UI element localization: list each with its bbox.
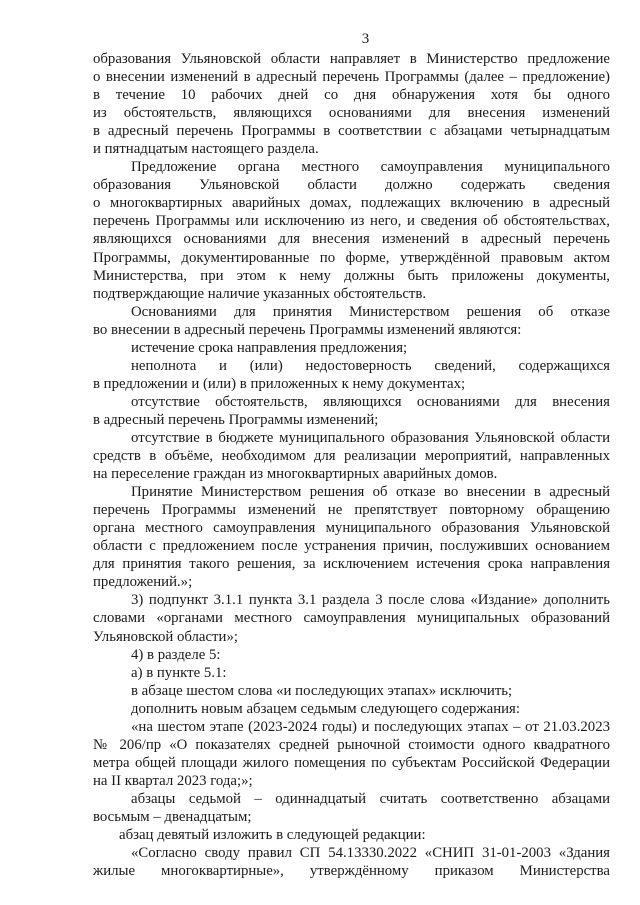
- text-line: для принятия такого решения, за исключением истечения срока направления: [93, 556, 610, 573]
- text-line: «на шестом этапе (2023-2024 годы) и последующих этапах – от 21.03.2023: [131, 718, 610, 735]
- text-line: о внесении изменений в адресный перечень Программы (далее – предложение): [93, 69, 610, 86]
- text-line: области с предложением после устранения причин, послуживших основанием: [93, 538, 610, 555]
- text-line: «Согласно своду правил СП 54.13330.2022 «СНИП 31-01-2003 «Здания: [131, 845, 610, 862]
- text-line: образования Ульяновской области направляет в Министерство предложение: [93, 51, 610, 67]
- text-line: органа местного самоуправления муниципального образования Ульяновской: [93, 520, 610, 537]
- text-line: а) в пункте 5.1:: [131, 664, 227, 681]
- text-line: отсутствие обстоятельств, являющихся основаниями для внесения: [131, 393, 610, 410]
- text-line: 4) в разделе 5:: [131, 646, 221, 663]
- text-line: в адресный перечень Программы изменений;: [93, 411, 379, 428]
- text-line: на II квартал 2023 года;»;: [93, 772, 253, 789]
- text-line: дополнить новым абзацем седьмым следующего содержания:: [131, 700, 520, 717]
- text-line: № 206/пр «О показателях средней рыночной стоимости одного квадратного: [93, 736, 610, 753]
- text-line: Программы, документированные по форме, утверждённой правовым актом: [93, 249, 610, 266]
- text-line: в абзаце шестом слова «и последующих этапах» исключить;: [131, 682, 513, 699]
- page-number: 3: [361, 31, 370, 47]
- text-line: и пятнадцатым настоящего раздела.: [93, 141, 319, 158]
- text-line: подтверждающие наличие указанных обстоятельств.: [93, 285, 427, 302]
- text-line: во внесении в адресный перечень Программы изменений являются:: [93, 321, 522, 338]
- text-line: Принятие Министерством решения об отказе во внесении в адресный: [131, 484, 610, 501]
- text-line: Министерства, при этом к нему должны быть приложены документы,: [93, 267, 610, 284]
- text-line: перечень Программы изменений не препятствует повторному обращению: [93, 502, 610, 519]
- text-line: о многоквартирных аварийных домах, подлежащих включению в адресный: [93, 195, 610, 212]
- text-line: абзацы седьмой – одиннадцатый считать соответственно абзацами: [131, 790, 610, 807]
- text-line: отсутствие в бюджете муниципального образования Ульяновской области: [131, 429, 610, 446]
- text-line: абзац девятый изложить в следующей редакции:: [119, 827, 426, 844]
- text-line: жилые многоквартирные», утверждённому приказом Министерства: [93, 863, 610, 880]
- text-line: истечение срока направления предложения;: [131, 339, 408, 356]
- text-line: на переселение граждан из многоквартирных аварийных домов.: [93, 466, 498, 483]
- text-line: образования Ульяновской области должно содержать сведения: [93, 177, 610, 194]
- document-body: [93, 50, 610, 880]
- text-line: Основаниями для принятия Министерством решения об отказе: [131, 303, 610, 320]
- text-line: в адресный перечень Программы в соответствии с абзацами четырнадцатым: [93, 123, 610, 140]
- text-line: восьмым – двенадцатым;: [93, 808, 252, 825]
- text-line: в течение 10 рабочих дней со дня обнаружения хотя бы одного: [93, 87, 610, 104]
- text-line: средств в объёме, необходимом для реализации мероприятий, направленных: [93, 448, 610, 465]
- text-line: Ульяновской области»;: [93, 628, 238, 645]
- text-line: словами «органами местного самоуправления муниципальных образований: [93, 610, 610, 627]
- text-line: 3) подпункт 3.1.1 пункта 3.1 раздела 3 после слова «Издание» дополнить: [131, 592, 610, 609]
- text-line: неполнота и (или) недостоверность сведений, содержащихся: [131, 357, 610, 374]
- text-line: перечень Программы или исключению из него, и сведения об обстоятельствах,: [93, 213, 610, 230]
- text-line: метра общей площади жилого помещения по субъектам Российской Федерации: [93, 754, 610, 771]
- text-line: Предложение органа местного самоуправления муниципального: [131, 159, 610, 176]
- text-line: в предложении и (или) в приложенных к нему документах;: [93, 375, 466, 392]
- text-line: предложений.»;: [93, 574, 193, 591]
- text-line: являющихся основаниями для внесения изменений в адресный перечень: [93, 231, 610, 248]
- text-line: из обстоятельств, являющихся основаниями для внесения изменений: [93, 105, 610, 122]
